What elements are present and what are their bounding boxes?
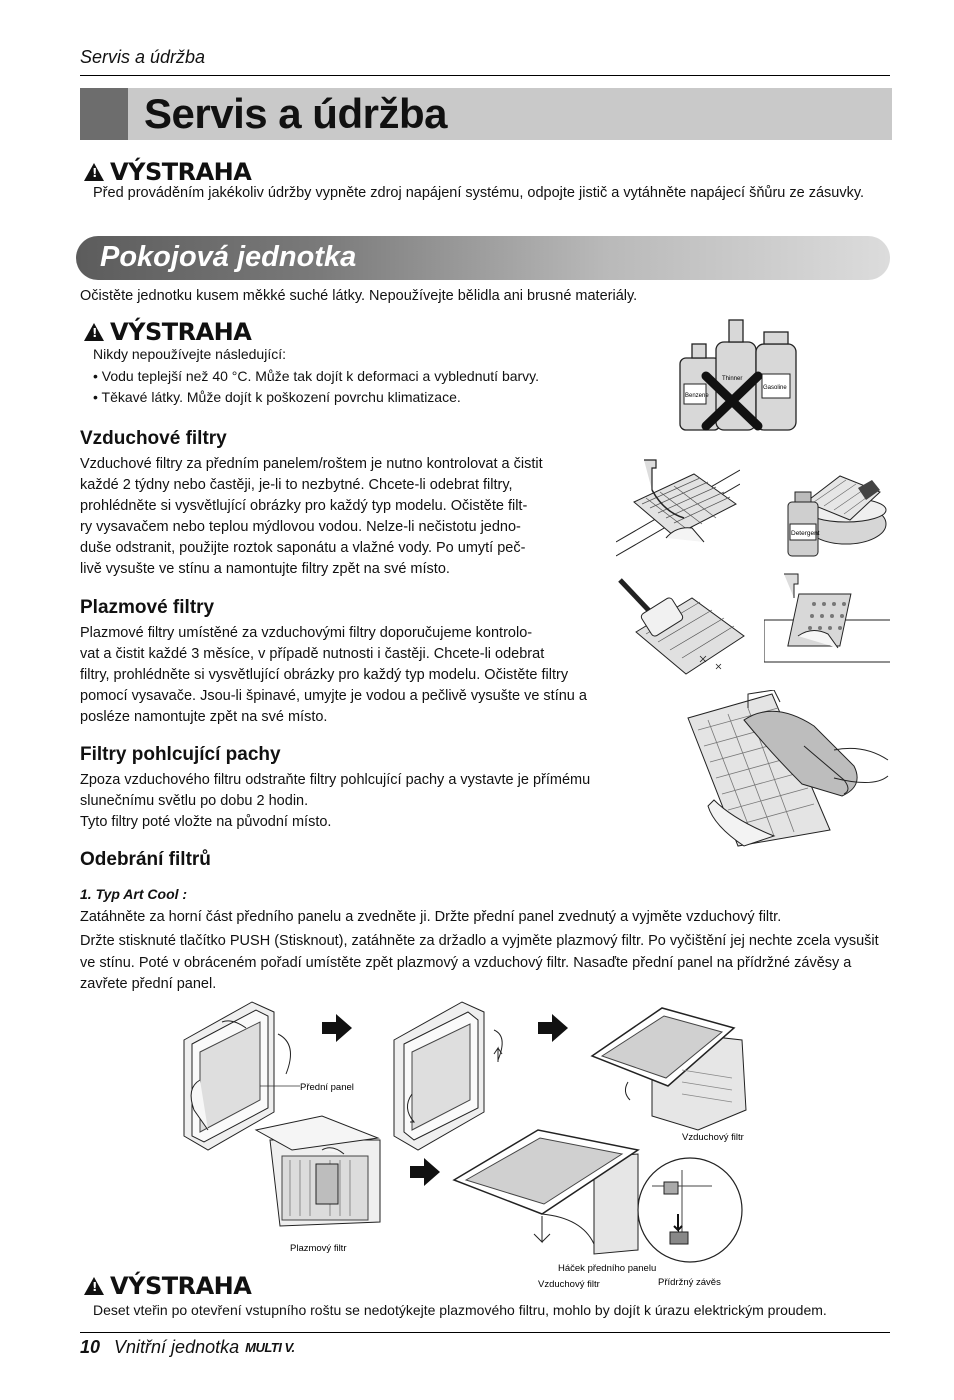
plasma-filters-heading: Plazmové filtry xyxy=(80,597,215,618)
removal-text-2: Držte stisknuté tlačítko PUSH (Stisknout), zatáhněte za držadlo a vyjměte plazmový filtr. Po vyčištění jej nechte zcela vysušit ve stínu. Poté v obráceném pořadí umístěte zpět plazmový a vzduchový filtr. Nasaďte přední panel na přídržné závěsy a zavřete přední panel. xyxy=(80,933,879,992)
arrow-right-icon xyxy=(322,1014,352,1042)
text-line: každé 2 týdny nebo častěji, je-li to nezbytné. Chcete-li odebrat filtry, xyxy=(80,477,513,493)
plasma-filters-text xyxy=(80,623,680,728)
text-line: Zpoza vzduchového filtru odstraňte filtry pohlcující pachy a vystavte je přímému xyxy=(80,772,591,788)
warning-heading-1 xyxy=(84,158,251,186)
air-filters-heading: Vzduchové filtry xyxy=(80,428,227,449)
step-4-unit xyxy=(256,1116,380,1226)
warning-icon: ! xyxy=(84,323,104,341)
plasma-brush-illustration xyxy=(616,574,746,684)
section-header xyxy=(76,236,890,280)
running-header: Servis a údržba xyxy=(80,47,206,67)
label-air-filter-1: Vzduchový filtr xyxy=(682,1132,744,1143)
chemical-bottles-illustration xyxy=(676,318,800,434)
title-bar xyxy=(80,88,892,140)
text-line: ry vysavačem nebo teplou mýdlovou vodou. Nelze-li nečistotu jedno- xyxy=(80,519,521,535)
warning-heading-3 xyxy=(84,1272,251,1300)
section-intro: Očistěte jednotku kusem měkké suché látky. Nepoužívejte bělidla ani brusné materiály. xyxy=(80,288,638,304)
text-line: Plazmové filtry umístěné za vzduchovými filtry doporučujeme kontrolo- xyxy=(80,625,533,641)
label-front-panel-hook: Háček předního panelu xyxy=(558,1263,657,1274)
footer-text: Vnitřní jednotka xyxy=(114,1337,240,1357)
label-front-panel: Přední panel xyxy=(300,1082,354,1093)
air-filters-text xyxy=(80,454,630,580)
section-title: Pokojová jednotka xyxy=(100,241,357,273)
step-2-unit xyxy=(394,1002,502,1150)
text-line: filtry, prohlédněte si vysvětlující obrázky pro každý typ modelu. Očistěte filtry xyxy=(80,667,569,683)
text-line: Vzduchové filtry za předním panelem/roštem je nutno kontrolovat a čistit xyxy=(80,456,543,472)
bottle-label-thinner: Thinner xyxy=(722,376,743,382)
page-footer xyxy=(80,1337,295,1358)
warning-icon: ! xyxy=(84,163,104,181)
odor-filters-heading: Filtry pohlcující pachy xyxy=(80,744,281,765)
warning2-line1: • Vodu teplejší než 40 °C. Může tak dojít k deformaci a vyblednutí barvy. xyxy=(93,368,540,384)
plasma-washing-illustration xyxy=(764,570,890,666)
removal-text-1: Zatáhněte za horní část předního panelu a zvedněte ji. Držte přední panel zvednutý a vyjměte vzduchový filtr. xyxy=(80,909,782,925)
text-line: Tyto filtry poté vložte na původní místo. xyxy=(80,814,332,830)
page-title: Servis a údržba xyxy=(144,90,447,137)
detergent-label: Detergent xyxy=(791,530,820,537)
filter-removal-diagram xyxy=(182,1000,762,1290)
title-bar-block xyxy=(80,88,128,140)
multi-v-logo: MULTI V. xyxy=(245,1340,295,1355)
warning-heading-text: VÝSTRAHA xyxy=(110,318,252,346)
text-line: livě vysušte ve stínu a namontujte filtry zpět na své místo. xyxy=(80,561,450,577)
warning-text-3: Deset vteřin po otevření vstupního roštu se nedotýkejte plazmového filtru, mohlo by dojít k úrazu elektrickým proudem. xyxy=(93,1302,827,1318)
step-3-unit xyxy=(592,1008,746,1130)
step-5-unit xyxy=(454,1130,638,1254)
removal-type: 1. Typ Art Cool : xyxy=(80,886,188,902)
detergent-bowl-illustration xyxy=(780,462,890,558)
warning2-line2: • Těkavé látky. Může dojít k poškození povrchu klimatizace. xyxy=(93,389,461,405)
text-line: duše odstranit, použijte roztok saponátu a vlažné vody. Po umytí peč- xyxy=(80,540,526,556)
warning-icon: ! xyxy=(84,1277,104,1295)
odor-filters-text xyxy=(80,770,690,833)
vacuum-cleaning-illustration xyxy=(684,690,890,848)
label-plasma-filter: Plazmový filtr xyxy=(290,1243,347,1254)
text-line: vat a čistit každé 3 měsíce, v případě nutnosti i častěji. Chcete-li odebrat xyxy=(80,646,545,662)
arrow-right-icon xyxy=(538,1014,568,1042)
warning2-line0: Nikdy nepoužívejte následující: xyxy=(93,346,286,362)
removal-heading: Odebrání filtrů xyxy=(80,849,211,870)
bottle-label-gasoline: Gasoline xyxy=(763,385,787,391)
text-line: slunečnímu světlu po dobu 2 hodin. xyxy=(80,793,309,809)
detail-circle xyxy=(638,1158,742,1262)
footer-rule xyxy=(80,1332,890,1333)
header-rule xyxy=(80,75,890,76)
warning-text-1: Před prováděním jakékoliv údržby vypněte zdroj napájení systému, odpojte jistič a vytáhněte napájecí šňůru ze zásuvky. xyxy=(93,185,865,201)
label-hinge: Přídržný závěs xyxy=(658,1277,721,1288)
warning-heading-text: VÝSTRAHA xyxy=(110,1272,252,1300)
warning-heading-text: VÝSTRAHA xyxy=(110,158,252,186)
warning-heading-2 xyxy=(84,318,251,346)
filter-washing-illustration xyxy=(616,452,740,562)
label-air-filter-2: Vzduchový filtr xyxy=(538,1279,600,1290)
bottle-label-benzene: Benzene xyxy=(685,393,709,399)
text-line: pomocí vysavače. Jsou-li špinavé, umyjte je vodou a pečlivě vysušte ve stínu a xyxy=(80,688,587,704)
text-line: prohlédněte si vysvětlující obrázky pro každý typ modelu. Očistěte filt- xyxy=(80,498,528,514)
page-number: 10 xyxy=(80,1337,101,1357)
text-line: posléze namontujte zpět na své místo. xyxy=(80,709,328,725)
arrow-right-icon xyxy=(410,1158,440,1186)
